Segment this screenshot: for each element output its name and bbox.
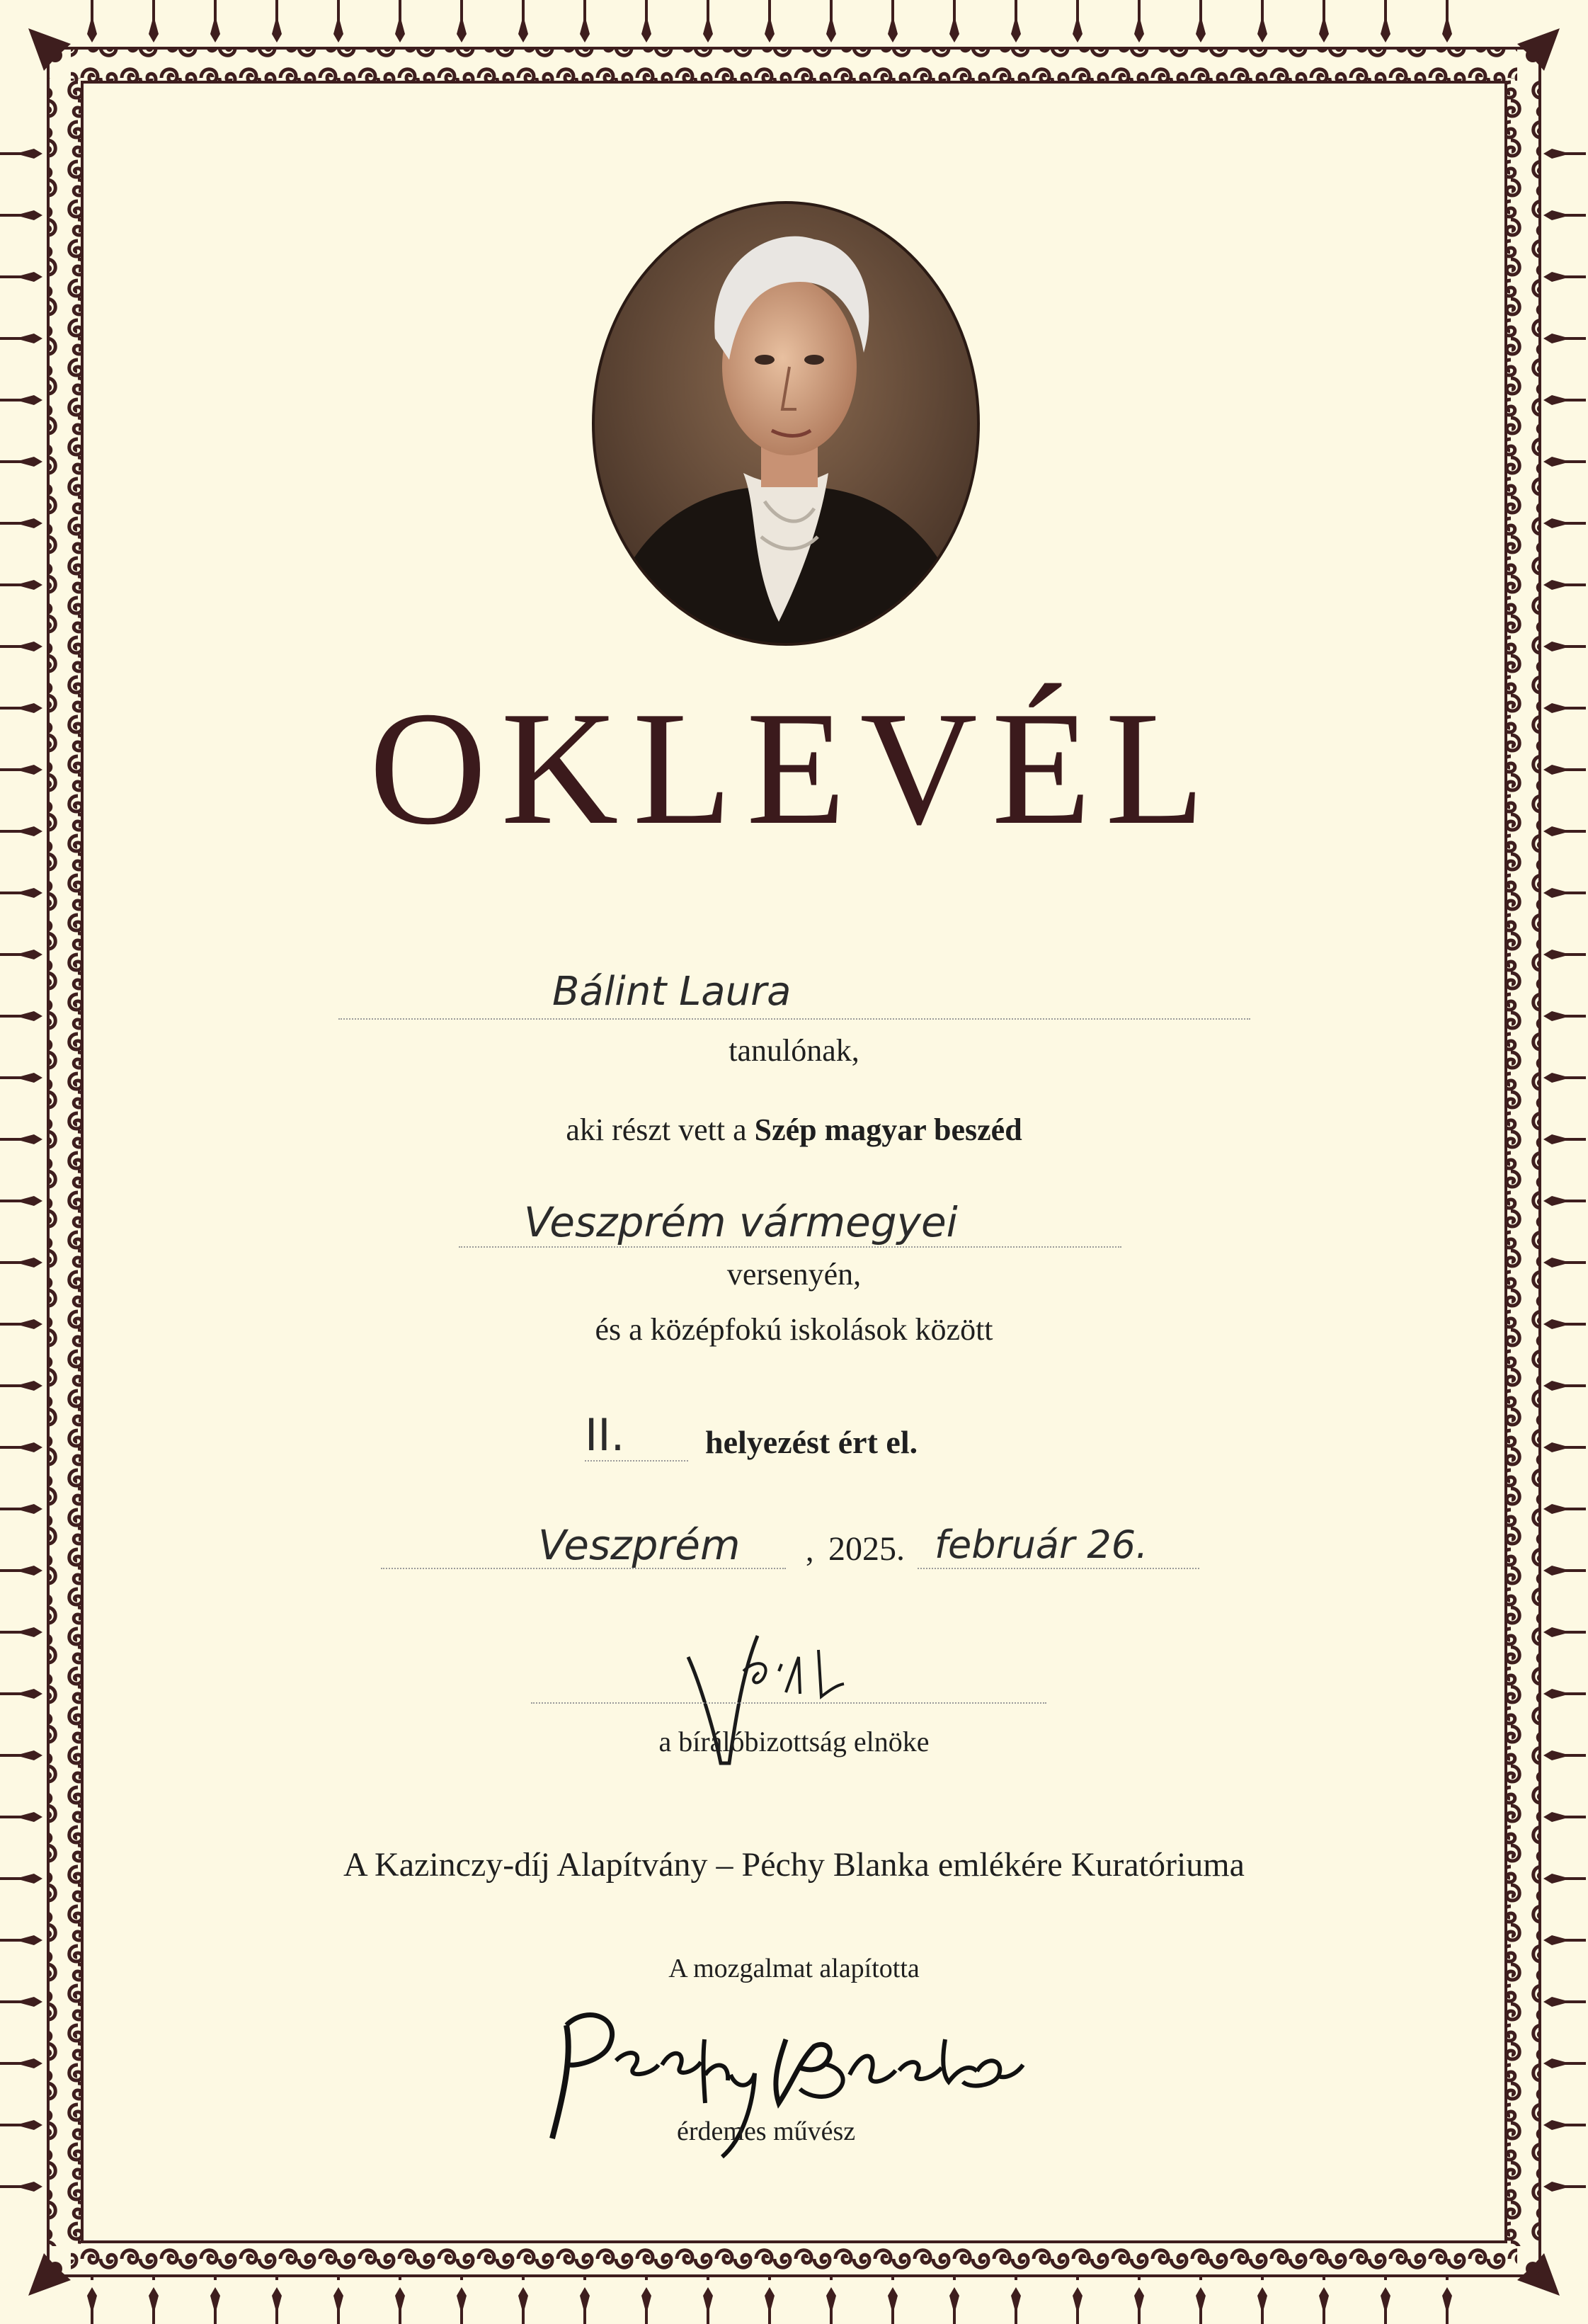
founder-title: érdemes művész	[677, 2117, 856, 2146]
date-day: február 26.	[935, 1522, 1148, 1567]
date-comma: ,	[806, 1532, 814, 1568]
foundation-name: A Kazinczy-díj Alapítvány – Péchy Blanka emlékére Kuratóriuma	[343, 1846, 1245, 1884]
placement-line	[585, 1460, 688, 1462]
portrait-oval	[588, 197, 984, 650]
founder-intro: A mozgalmat alapította	[668, 1954, 920, 1983]
certificate-title: OKLEVÉL	[369, 678, 1219, 858]
competition-level: Veszprém vármegyei	[524, 1198, 958, 1246]
place-line	[381, 1568, 786, 1569]
competition-suffix: versenyén,	[726, 1257, 862, 1292]
competition-name: Szép magyar beszéd	[754, 1112, 1022, 1147]
level-line	[459, 1246, 1121, 1248]
recipient-name: Bálint Laura	[552, 969, 792, 1015]
participation-prefix: aki részt vett a	[566, 1112, 755, 1147]
placement-rank: II.	[585, 1409, 625, 1461]
jury-line	[531, 1702, 1046, 1704]
jury-caption: a bírálóbizottság elnöke	[658, 1726, 930, 1758]
recipient-line	[338, 1018, 1250, 1020]
placement-text: helyezést ért el.	[705, 1424, 918, 1460]
date-place: Veszprém	[538, 1521, 741, 1569]
recipient-role: tanulónak,	[729, 1033, 859, 1068]
date-year: 2025.	[828, 1530, 905, 1568]
date-line	[918, 1568, 1199, 1569]
competition-category: és a középfokú iskolások között	[595, 1312, 993, 1347]
participation-line	[0, 1112, 1588, 1148]
